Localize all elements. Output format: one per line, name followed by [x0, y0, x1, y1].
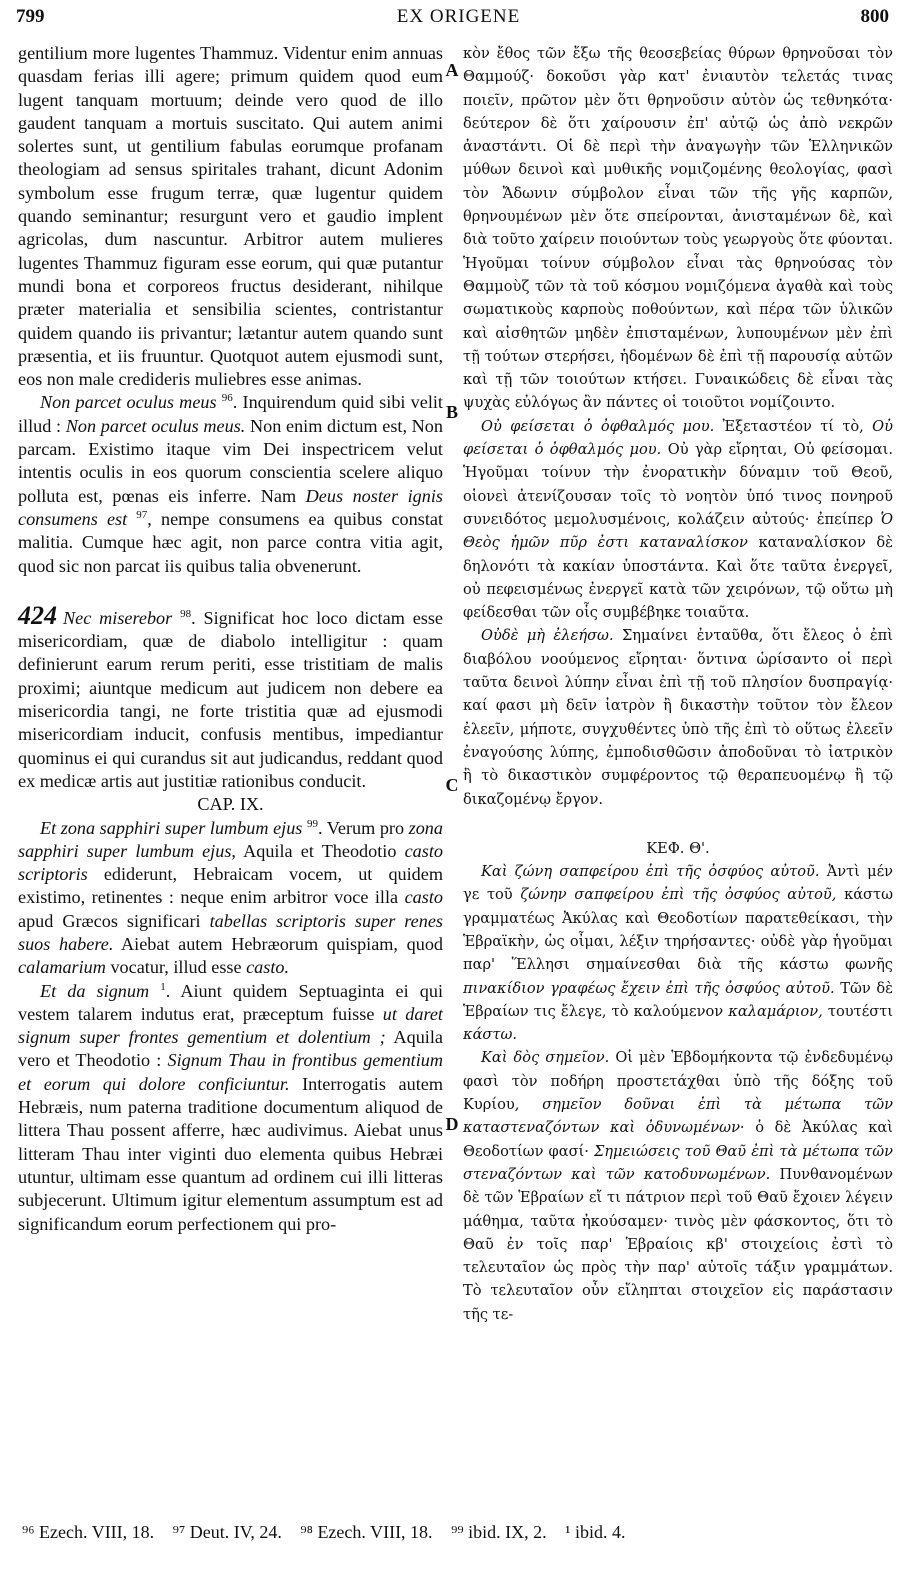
greek-text: κάστω γραμματέως Ἀκύλας καὶ Θεοδοτίων παρατεθείκασι, τὴν Ἑβραϊκὴν, ὡς οἶμαι, λέξιν τηρήσαντες· οὐδὲ γὰρ ἡγοῦμαι παρ' Ἕλλησι σημαίνεσθαι διὰ τῆς κάστω φωνῆς: [463, 886, 893, 974]
latin-quote: Signum Thau in frontibus gementium et eorum qui dolore conficiuntur.: [18, 1050, 443, 1094]
greek-text: τουτέστι: [822, 1002, 894, 1020]
margin-letter-c: C: [445, 775, 459, 795]
latin-quote: casto.: [246, 957, 290, 978]
latin-text: , Aquila et Theodotio: [231, 840, 405, 861]
greek-quote: κάστω.: [463, 1026, 517, 1044]
footnote: ⁹⁹ ibid. IX, 2.: [451, 1522, 547, 1542]
latin-text: apud Græcos significari: [18, 910, 210, 931]
greek-lemma: Καὶ δὸς σημεῖον.: [481, 1049, 610, 1067]
margin-letter-b: B: [445, 402, 458, 422]
greek-column: [463, 42, 893, 1326]
running-title: EX ORIGENE: [396, 6, 521, 27]
margin-letter-d: D: [445, 1114, 459, 1134]
footnote: ⁹⁷ Deut. IV, 24.: [172, 1522, 282, 1542]
latin-quote: zona sapphiri super lumbum ejus: [18, 817, 443, 861]
greek-quote: Ὁ Θεὸς ἡμῶν πῦρ ἐστι καταναλίσκον: [463, 510, 893, 552]
latin-lemma: Non parcet oculus meus: [40, 392, 217, 413]
latin-paragraph-1: gentilium more lugentes Thammuz. Videntur enim annuas quasdam ferias illi agere; primum quidem quod eum lugent tanquam mortuum; deinde vero quod de illo gaudent tanquam a mortuis suscitato. Qui autem animi solertes sunt, ut gentilium fabulas eorumque profanam theologiam ad sensus spiritales trahant, dicunt Adonim symbolum esse frugum terræ, quæ lugentur quidem quando seminantur; resurgunt vero et gaudio implent agricolas, dum nascuntur. Arbitror autem mulieres lugentes Thammuz figuram esse eorum, qui quæ putantur mundi bona et corporeos fructus desiderant, nihilque præter materialia et sensibilia scientes, contristantur quidem quando iis privantur; lætantur autem quando sunt præsentia, et iis fruuntur. Quotquot autem ejusmodi sunt, eos non male credideris muliebres esse animas.: [18, 43, 443, 390]
greek-text: Πυνθανομένων δὲ τῶν Ἑβραίων εἴ τι πάτριον περὶ τοῦ Θαῦ ἔχοιεν λέγειν μάθημα, ταῦτα ἠκούσαμεν· τινὸς μὲν φάσκοντος, ὅτι τὸ Θαῦ ἐν τοῖς παρ' Ἑβραίοις κβ' στοιχείοις ἐστὶ τὸ τελευταῖον ὡς πρὸς τὴν παρ' αὐτοῖς τάξιν γραμμάτων. Τὸ τελευταῖον οὖν εἴληπται στοιχεῖον εἰς παράστασιν τῆς τε-: [463, 1165, 893, 1323]
page-header: [0, 6, 917, 34]
latin-text: Aiebat autem Hebræorum quispiam, quod: [113, 933, 444, 954]
page-number-right: 800: [860, 6, 889, 27]
greek-paragraph-5: [463, 1046, 893, 1326]
footnotes: [22, 1520, 892, 1544]
footnote-ref: 97: [136, 508, 148, 521]
latin-text: , nempe consumens ea quibus constat malitia. Cumque hæc agit, non parce contra vitia agit, quod sic non parcat iis quibus talia obvenerunt.: [18, 508, 443, 576]
latin-paragraph-5: [18, 980, 443, 1236]
latin-text: . Verum pro: [317, 817, 409, 838]
footnote-ref: 98: [180, 607, 192, 620]
greek-text: Τῶν δὲ Ἑβραίων τις ἔλεγε, τὸ καλούμενον: [463, 979, 893, 1020]
greek-text: Ἐξεταστέον τί τὸ,: [714, 417, 873, 435]
greek-quote: σημεῖον δοῦναι ἐπὶ τὰ μέτωπα τῶν καταστεναζόντων καὶ ὀδυνωμένων·: [463, 1096, 893, 1137]
footnote-ref: 96: [221, 392, 233, 405]
latin-quote: tabellas scriptoris super renes suos habere.: [18, 910, 443, 954]
footnote: ⁹⁶ Ezech. VIII, 18.: [22, 1522, 155, 1542]
latin-column: [18, 42, 443, 1236]
greek-quote: Οὐ φείσεται ὁ ὀφθαλμός μου.: [463, 417, 893, 459]
latin-quote: ut daret signum super frontes gementium et dolentium ;: [18, 1003, 443, 1048]
greek-quote: καλαμάριον,: [728, 1002, 823, 1020]
latin-paragraph-4: [18, 817, 443, 980]
latin-quote: casto: [404, 887, 443, 908]
latin-text: . Aiunt quidem Septuaginta ei qui vestem talarem indutus erat, præceptum fuisse: [18, 980, 443, 1024]
greek-text: Οἱ μὲν Ἑβδομήκοντα τῷ ἐνδεδυμένῳ φασὶ τὸν ποδήρη προστετάχθαι ὑπὸ τῆς δόξης τοῦ Κυρίου,: [463, 1049, 893, 1114]
greek-quote: Σημειώσεις τοῦ Θαῦ ἐπὶ τὰ μέτωπα τῶν στεναζόντων καὶ τῶν κατοδυνωμένων.: [463, 1142, 893, 1183]
footnote-ref: 1: [160, 980, 166, 993]
greek-text: Ἀντὶ μέν γε τοῦ: [463, 863, 894, 904]
latin-lemma: Et zona sapphiri super lumbum ejus: [40, 817, 303, 838]
footnote-ref: 99: [306, 817, 318, 830]
latin-paragraph-3: [18, 600, 443, 793]
footnote: ¹ ibid. 4.: [565, 1522, 626, 1542]
greek-paragraph-2: [463, 415, 893, 625]
footnote: ⁹⁸ Ezech. VIII, 18.: [300, 1522, 433, 1542]
page-number-left: 799: [16, 6, 45, 27]
latin-text: ediderunt, Hebraicam vocem, ut quidem existimo, retinentes : neque enim arbitror voce illa: [18, 864, 443, 908]
latin-text: . Significat hoc loco dictam esse misericordiam, quæ de diabolo intelligitur : quam definierunt earum rerum periti, esse tristitiam de malis proximi; aiuntque medicum aut judicem non debere ea misericordia tangi, ne forte tristitia quæ ad ejusmodi misericordiam inducit, confusis mentibus, impediantur quominus ei qui curandus sit aut judicandus, reddant quod ex medicæ artis aut justitiæ rationibus conducit.: [18, 607, 443, 791]
greek-text: καταναλίσκον δὲ δηλονότι τὰ κακίαν ὑποστάντα. Καὶ ὅτε ταῦτα ἐνεργεῖ, οὐ πεφεισμένως ἐνεργεῖ κατὰ τῶν χειρόνων, τῷ οὕτω μὴ φείδεσθαι τῶν οἷς συμβέβηκε τοιαῦτα.: [463, 534, 893, 622]
greek-lemma: Οὐδὲ μὴ ἐλεήσω.: [481, 627, 614, 645]
latin-quote: Deus noster ignis consumens est: [18, 485, 443, 529]
greek-text: Σημαίνει ἐνταῦθα, ὅτι ἔλεος ὁ ἐπὶ διαβόλου νοούμενος εἴρηται· ὅντινα ὡρίσαντο οἱ περὶ ταῦτα δεινοὶ λύπην εἶναι ἐπὶ τῇ τοῦ πλησίον δυσπραγίᾳ· καί φασι μὴ δεῖν ἰατρὸν ἢ δικαστὴν τοῦτον τὸν ἔλεον ἐλεεῖν, μήποτε, συγχυθέντες ὑπὸ τῆς ἐπὶ τὸ οὕτως ἐλεεῖν ἐναγούσης λύπης, ἐμποδισθῶσιν ἀποδοῦναι τὸ ἰατρικὸν ἢ τὸ δικαστικὸν συμφέροντος τῷ θεραπευομένῳ ἢ τῷ δικαζομένῳ ἔργον.: [463, 627, 893, 808]
latin-text: vocatur, illud esse: [105, 957, 247, 978]
latin-quote: Non parcet oculus meus.: [65, 415, 246, 436]
latin-text: Non enim dictum est, Non parcam. Existimo itaque vim Dei inspectricem velut intentis oculis in eos quorum conscientia scelere aliquo polluta est, pœnas eis inferre. Nam: [18, 415, 443, 506]
latin-text: Interrogatis autem Hebræis, num paterna traditione documentum aliquod de littera Thau possent afferre, hæc audivimus. Aiebat unus litteram Thau inter viginti duo elementa quibus Hebræi utuntur, ultimam esse quantum ad ordinem cui illi litteras subjecerunt. Ultimum igitur elementum assumptum est ad significandum eorum perfectionem qui pro-: [18, 1073, 443, 1234]
chapter-heading-latin: CAP. IX.: [197, 794, 264, 815]
greek-text: Οὐ γὰρ εἴρηται, Οὐ φείσομαι. Ἡγοῦμαι τοίνυν τὴν ἐνορατικὴν δύναμιν τοῦ Θεοῦ, οἱονεὶ ἀτενίζουσαν τοῖς τὸ νοητὸν ὑπό τινος πονηροῦ συνειδότος μεμολυσμένοις, κολάζειν αὐτούς· ἐπείπερ: [463, 441, 893, 528]
greek-text: ὁ δὲ Ἀκύλας καὶ Θεοδοτίων φασί·: [463, 1119, 893, 1160]
latin-paragraph-2: [18, 391, 443, 577]
latin-text: Aquila vero et Theodotio :: [18, 1027, 443, 1071]
latin-quote: calamarium: [18, 957, 106, 978]
chapter-heading-greek: ΚΕΦ. Θ'.: [646, 839, 710, 857]
greek-lemma: Καὶ ζώνη σαπφείρου ἐπὶ τῆς ὀσφύος αὐτοῦ.: [481, 863, 820, 881]
latin-lemma: Et da signum: [40, 980, 150, 1001]
latin-quote: casto scriptoris: [18, 840, 443, 885]
greek-paragraph-4: [463, 860, 893, 1046]
greek-paragraph-3: [463, 624, 893, 810]
greek-quote: ζώνην σαπφείρου ἐπὶ τῆς ὀσφύος αὐτοῦ,: [520, 886, 837, 904]
latin-lemma: Nec miserebor: [63, 607, 173, 628]
section-number: 424: [18, 600, 57, 630]
greek-paragraph-1: κὸν ἔθος τῶν ἔξω τῆς θεοσεβείας θύρων θρηνοῦσαι τὸν Θαμμούζ· δοκοῦσι γὰρ κατ' ἐνιαυτὸν τελετάς τινας ποιεῖν, πρῶτον μὲν ὅτι θρηνοῦσιν αὐτὸν ὡς τεθνηκότα· δεύτερον δὲ ὅτι χαίρουσιν ἐπ' αὐτῷ ὡς ἀπὸ νεκρῶν ἀναστάντι. Οἱ δὲ περὶ τὴν ἀναγωγὴν τῶν Ἑλληνικῶν μύθων δεινοὶ καὶ μυθικῆς νομιζομένης θεολογίας, φασὶ τὸν Ἄδωνιν σύμβολον εἶναι τῶν τῆς γῆς καρπῶν, θρηνουμένων μὲν ὅτε σπείρονται, ἀνισταμένων δὲ, καὶ διὰ τοῦτο χαίρειν ποιούντων τοὺς γεωργοὺς ὅτε φύονται. Ἡγοῦμαι τοίνυν σύμβολον εἶναι τὰς θρηνούσας τὸν Θαμμοὺζ τῶν τὰ τοῦ κόσμου νομιζόμενα ἀγαθὰ καὶ τοὺς σωματικοὺς καρποὺς ποθούντων, καὶ πέρα τῶν ὑλικῶν καὶ αἰσθητῶν μηδὲν ἐπισταμένων, λυπουμένων μὲν ἐπὶ τῇ τούτων στερήσει, ἡδομένων δὲ ἐπὶ τῇ παρουσίᾳ αὐτῶν καὶ τῇ τῶν τοιούτων κτήσει. Γυναικώδεις δὲ εἶναι τὰς ψυχὰς εὐλόγως ἂν πάντες οἱ τοιοῦτοι νομίζοιντο.: [463, 45, 893, 412]
latin-text: . Inquirendum quid sibi velit illud :: [18, 392, 443, 436]
margin-letter-a: A: [445, 60, 459, 80]
greek-quote: πινακίδιον γραφέως ἔχειν ἐπὶ τῆς ὀσφύος αὐτοῦ.: [463, 979, 835, 997]
greek-lemma: Οὐ φείσεται ὁ ὀφθαλμός μου.: [481, 417, 715, 435]
